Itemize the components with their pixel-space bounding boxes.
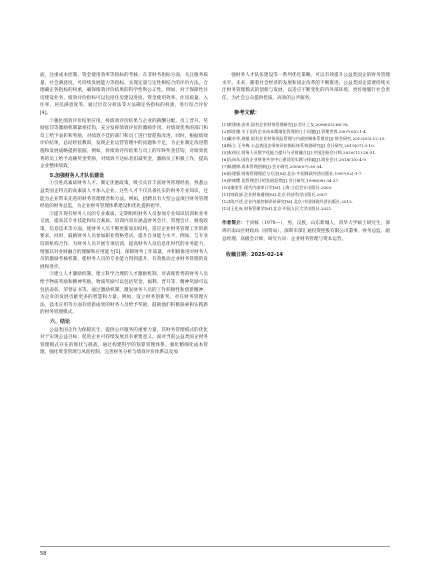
author-bio-text: 于尚栋（1978—），男，汉族，山东新城人，清华大学硕士研究生，深圳市南山区财政局（国资局），深圳市深汇通投资控股有限公司董事、财务总监、副总经理、高级会计师，研究方向：企业财务管理与资本运营。 — [222, 220, 390, 242]
reference-item: [11]财政部.企业财务通则[M].北京:经济科学出版社,2007. — [222, 191, 329, 197]
author-bio-label: 作者简介： — [222, 220, 246, 226]
reference-item: [5]张伟民.财务人员数字化能力提升与业财融合[J].中国注册会计师,2020(11):26-31. — [222, 149, 377, 155]
references-title: 参考文献： — [234, 110, 260, 117]
reference-item: [4]杨立,王冬梅.公益类国企绩效评价指标体系构建研究[J].会计研究,2019(07):3-10. — [222, 142, 375, 148]
reference-item: [10]秦荣生.现代内部审计学[M].上海:立信会计出版社,2003. — [222, 184, 333, 190]
body-paragraph: ①引进高素质财务人才。制定优惠政策，吸引具有丰富财务管理经验、熟悉公益类国企特点的高素质人才加入企业。这些人才不仅具备扎实的财务专业知识，还能为企业带来先进的财务管理理念和方法。例如，招聘具有大型公益项目财务管理经验的财务总监，为企业财务管理体系建设和优化提供指导。 — [40, 181, 208, 210]
received-date: 收稿日期：2025-02-14 — [226, 251, 283, 258]
right-column — [222, 72, 390, 260]
body-paragraph: 面，注重成本控制，资金使用效率等指标的考核；在非财务指标方面，关注服务质量、社会满意度、可持续发展能力等指标。实现定量与定性相结合的评价方法，合理确定各指标的权重，确保绩效评价结果的科学性和公正性。例如，对于保障性住房建设业务，绩效评价指标可以包括住房建设进度、资金使用效率、住房质量、入住率、居民满意度等，通过层次分析法等方法确定各指标的权重，进行综合评价[4]。 — [40, 73, 208, 116]
author-bio — [222, 220, 390, 244]
reference-item: [3]戴卓华,周敏.国有企业财务风险管理与内部控制体系建设[J].财会研究,2012(03):12-15. — [222, 135, 386, 141]
section-heading: 5.加强财务人才队伍建设 — [49, 172, 104, 179]
reference-item: [1]黄建康,安奇.国有企业财务管理研究[J].会计之友,2006(02):68-76. — [222, 121, 349, 127]
body-paragraph: ②强化绩效评价结果应用。将绩效评价结果与企业的薪酬分配、员工晋升、奖励惩罚等激励机制紧密挂钩，充分发挥绩效评价的激励作用。对绩效优秀的部门和员工给予表彰和奖励，对绩效不佳的部门和员工进行督促和改进。同时，根据绩效评价结果，总结经验教训，发现企业运营管理中的问题和不足，为企业制定改进措施和发展战略提供依据。例如，将绩效评价结果与员工的年终奖金挂钩，对绩效优秀的员工给予高额奖金奖励，对绩效不达标者扣减奖金，激励员工积极工作，提高企业整体绩效。 — [40, 118, 208, 170]
body-paragraph: 公益类国企作为保障民生、提供公共服务的重要力量，其财务管理模式的优化对于实现公益目标、促进企业可持续发展具有重要意义。面对当前公益类国企财务管理模式存在的现状与挑战，通过构建科学的预算管理体系、强化精细化成本管理、强化资金管理与风险控制、完善财务分析与绩效评价体系以及加 — [40, 327, 208, 356]
reference-item: [8]孙建强.财务管理理论与方法[M].北京:中国财政经济出版社,1997(02):1-7. — [222, 170, 363, 176]
references-list — [222, 121, 390, 212]
body-paragraph: ②提升现有财务人员的专业素质。定期组织财务人员参加专业知识培训和业务交流，提高其专业技能和综合素质。培训内容应涵盖财务会计、管理会计、税收政策、信息技术等方面，使财务人员不断更新知识结构，适应企业财务管理工作的新要求。同时，鼓励财务人员参加职业资格考试，提升自身能力水平。例如，与专业培训机构合作，为财务人员开展专项培训，提高财务人员信息化时代的业务能力，增强其对业财融合的理解和应用能力[5]，保障财务工作质量，并积极推进对财务人员的激励考核机制，使财务人员的专业能力得到提升，有效推动企业财务管理的发展和进步。 — [40, 211, 208, 270]
reference-item: [6]冯向东.国有企业财务共享中心建设的实践与探索[J].商业会计,2018(10):4-9. — [222, 156, 367, 162]
body-paragraph: ③建立人才激励机制。建立科学合理的人才激励机制，对表现优秀的财务人员给予物质奖励和精神奖励。物质奖励可以包括奖金、福利、晋升等，精神奖励可以包括表彰、荣誉证书等。通过激励机制，激发财务人员的工作积极性和创新精神，为企业的发展贡献更多的智慧和力量。例如，设立财务创新奖，对在财务管理方法、技术应用等方面有创新成果的财务人员给予奖励，鼓励他们积极探索和实践新的财务管理模式。 — [40, 272, 208, 316]
reference-item: [12]陈兴述.企业内部控制评价研究[M].北京:中国财政经济出版社,2015. — [222, 198, 354, 204]
reference-item: [9]余绪缨.论管理会计的发展趋势[J].会计研究,1998(08):34-37. — [222, 177, 340, 183]
left-column — [40, 72, 208, 357]
reference-item: [7]陈德锦.成本管理创新[J].会计研究,2000(07):30-34. — [222, 163, 324, 169]
reference-item: [2]郭晋娥.关于国有企业成本精细化管理的几个问题[J].管理世界,2007(05):1-4. — [222, 128, 367, 134]
section-heading: 六、结论 — [50, 319, 71, 325]
conclusion-continuation: 强财务人才队伍建设等一系列优化策略，可以有效提升公益类国企的财务管理水平。未来，随着社会经济的发展和国企改革的不断推进，公益类国企需要持续关注财务管理模式的创新与发展，以适应不断变化的内外部环境，更好地履行社会责任，为社会公众提供优质、高效的公共服务。 — [222, 73, 390, 101]
page-number: 58 — [40, 551, 47, 557]
reference-item: [13]王化成.财务管理学[M].北京:中国人民大学出版社,2021. — [222, 205, 333, 211]
footer-divider — [40, 546, 390, 547]
